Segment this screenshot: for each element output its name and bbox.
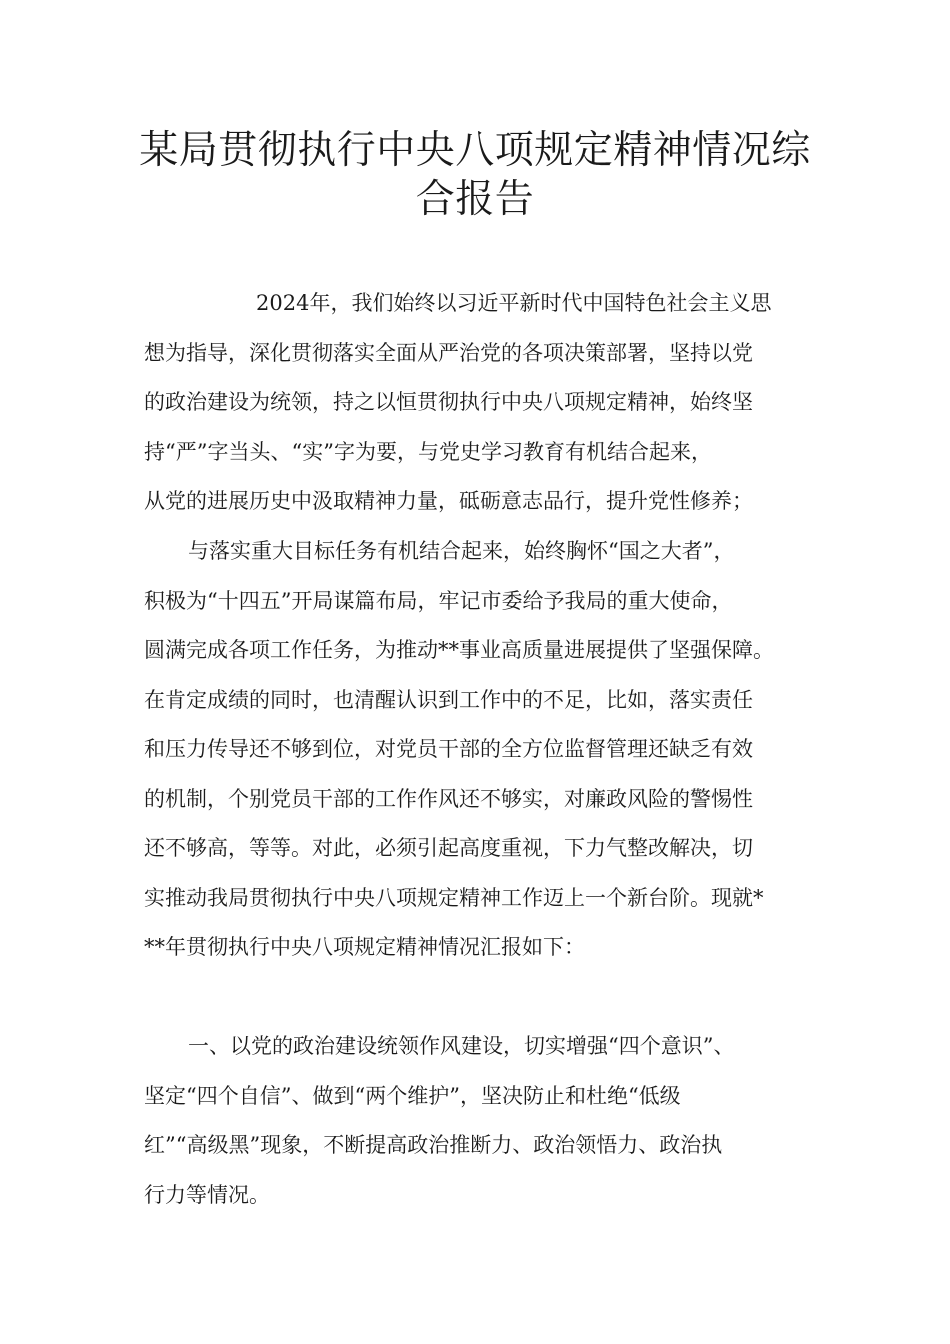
section-1-heading <box>144 1022 808 1220</box>
text-line: 红”“高级黑”现象，不断提高政治推断力、政治领悟力、政治执 <box>144 1133 723 1157</box>
text-line: 一、以党的政治建设统领作风建设，切实增强“四个意识”、 <box>188 1034 735 1058</box>
text-line: 和压力传导还不够到位，对党员干部的全方位监督管理还缺乏有效 <box>144 737 753 761</box>
text-line: 的机制，个别党员干部的工作作风还不够实，对廉政风险的警惕性 <box>144 786 753 811</box>
title-line: 某局贯彻执行中央八项规定精神情况综 <box>139 128 811 173</box>
paragraph-intro <box>144 279 808 527</box>
paragraph-achievements <box>144 527 808 973</box>
text-line: 实推动我局贯彻执行中央八项规定精神工作迈上一个新台阶。现就* <box>144 885 764 910</box>
text-line: 还不够高，等等。对此，必须引起高度重视，下力气整改解决，切 <box>144 836 753 860</box>
text-line: 圆满完成各项工作任务，为推动**事业高质量进展提供了坚强保障。 <box>144 638 774 662</box>
text-line: 持“严”字当头、“实”字为要，与党史学习教育有机结合起来， <box>144 439 712 464</box>
text-line: 与落实重大目标任务有机结合起来，始终胸怀“国之大者”， <box>188 539 735 563</box>
text-line: 行力等情况。 <box>144 1182 270 1207</box>
document-title <box>120 126 830 224</box>
text-line: 积极为“十四五”开局谋篇布局，牢记市委给予我局的重大使命， <box>144 588 733 613</box>
text-line: 2024年，我们始终以习近平新时代中国特色社会主义思 <box>256 291 772 315</box>
text-line: 在肯定成绩的同时，也清醒认识到工作中的不足，比如，落实责任 <box>144 687 753 712</box>
title-line: 合报告 <box>415 177 535 222</box>
text-line: 坚定“四个自信”、做到“两个维护”，坚决防止和杜绝“低级 <box>144 1083 681 1108</box>
text-line: 的政治建设为统领，持之以恒贯彻执行中央八项规定精神，始终坚 <box>144 390 753 414</box>
text-line: 从党的进展历史中汲取精神力量，砥砺意志品行，提升党性修养； <box>144 489 753 513</box>
text-line: 想为指导，深化贯彻落实全面从严治党的各项决策部署，坚持以党 <box>144 340 753 365</box>
text-line: **年贯彻执行中央八项规定精神情况汇报如下： <box>144 935 585 959</box>
